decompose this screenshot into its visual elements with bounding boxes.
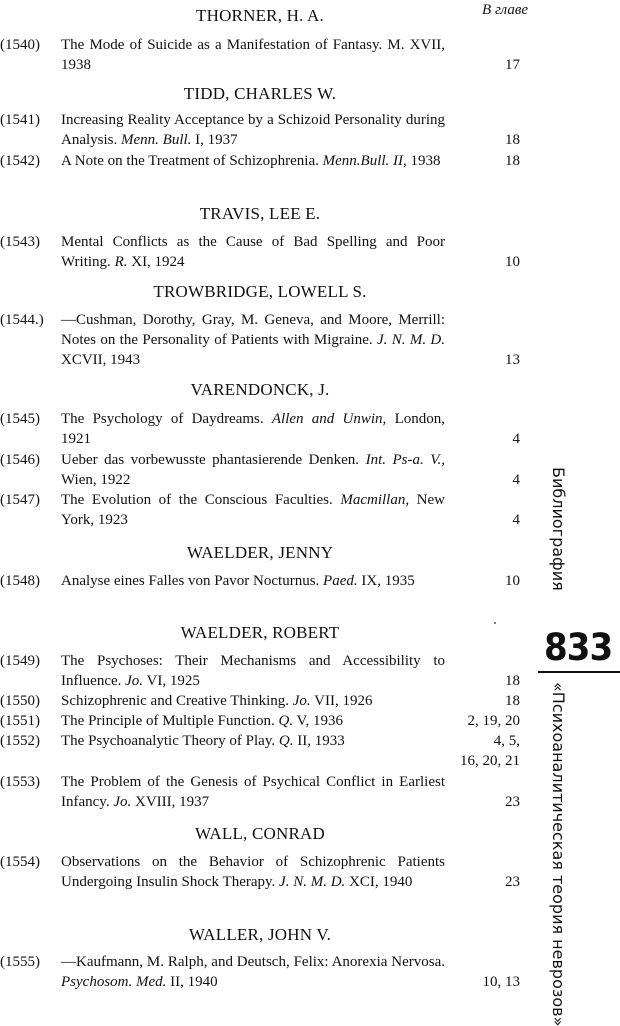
entry-pages: 13 <box>505 352 520 368</box>
bibliography-entry <box>0 952 520 992</box>
entry-text: —Cushman, Dorothy, Gray, M. Geneva, and Moore, Merrill: Notes on the Personality of Patients with Migraine. J. N. M. D. XCVII, 1943 <box>61 312 445 368</box>
author-heading: THORNER, H. A. <box>196 6 324 25</box>
entry-number: (1540) <box>0 37 40 53</box>
journal-title: Q. <box>278 733 294 749</box>
book-title-label: «Психоаналитическая теория неврозов» <box>549 682 568 1026</box>
journal-title: J. N. M. D. <box>376 332 445 348</box>
bibliography-entry <box>0 711 520 731</box>
chapter-column-header: В главе <box>482 2 528 18</box>
entry-pages: 23 <box>505 794 520 810</box>
author-heading: TROWBRIDGE, LOWELL S. <box>153 282 367 301</box>
bibliography-entry <box>0 450 520 490</box>
bibliography-entry <box>0 310 520 370</box>
entry-number: (1542) <box>0 153 40 169</box>
entry-text: The Evolution of the Conscious Faculties. Macmillan, New York, 1923 <box>61 492 446 528</box>
entry-text: Ueber das vorbewusste phantasierende Denken. Int. Ps-a. V., Wien, 1922 <box>61 452 446 488</box>
journal-title: Jo. <box>113 794 132 810</box>
entry-number: (1553) <box>0 774 40 790</box>
entry-pages: 4 <box>512 472 520 488</box>
entry-pages: 18 <box>505 132 520 148</box>
entry-pages: 2, 19, 20 <box>467 713 520 729</box>
entry-pages: 4 <box>512 431 520 447</box>
journal-title: Psychosom. Med. <box>61 974 167 990</box>
entry-text: A Note on the Treatment of Schizophrenia. Menn.Bull. II, 1938 <box>61 153 441 169</box>
entry-text: —Kaufmann, M. Ralph, and Deutsch, Felix: Anorexia Nervosa. Psychosom. Med. II, 1940 <box>61 954 445 990</box>
entry-number: (1549) <box>0 653 40 669</box>
journal-title: Jo. <box>125 673 144 689</box>
bibliography-entry <box>0 571 520 591</box>
entry-pages: 23 <box>505 874 520 890</box>
entry-number: (1543) <box>0 234 40 250</box>
entry-number: (1548) <box>0 573 40 589</box>
journal-title: Paed. <box>323 573 358 589</box>
author-heading: WAELDER, ROBERT <box>180 623 340 642</box>
journal-title: Allen and Unwin, <box>271 411 387 427</box>
entry-number: (1555) <box>0 954 40 970</box>
entry-number: (1541) <box>0 112 40 128</box>
entry-pages: 18 <box>505 153 520 169</box>
journal-title: Menn.Bull. II, <box>322 153 407 169</box>
entry-number: (1550) <box>0 693 40 709</box>
entry-pages: 4 <box>512 512 520 528</box>
author-heading: WAELDER, JENNY <box>186 543 334 562</box>
journal-title: Q. <box>278 713 294 729</box>
entry-text: Analyse eines Falles von Pavor Nocturnus. Paed. IX, 1935 <box>61 573 415 589</box>
entry-pages: 4, 5, <box>493 733 520 749</box>
author-heading: TIDD, CHARLES W. <box>183 84 337 103</box>
entry-number: (1552) <box>0 733 40 749</box>
page-number: 833 <box>544 626 613 669</box>
entry-number: (1547) <box>0 492 40 508</box>
entry-text: The Problem of the Genesis of Psychical Conflict in Earliest Infancy. Jo. XVIII, 1937 <box>61 774 445 810</box>
bibliography-entry <box>0 35 520 75</box>
entry-text: The Mode of Suicide as a Manifestation of Fantasy. M. XVII, 1938 <box>61 37 445 73</box>
journal-title: Jo. <box>292 693 311 709</box>
entry-pages: 18 <box>505 693 520 709</box>
journal-title: Macmillan, <box>340 492 410 508</box>
entry-text: The Psychoanalytic Theory of Play. Q. II, 1933 <box>61 733 345 749</box>
entry-number: (1554) <box>0 854 40 870</box>
bibliography-entry <box>0 151 520 171</box>
entry-pages: 10, 13 <box>482 974 520 990</box>
bibliography-entry <box>0 731 520 769</box>
author-heading: WALL, CONRAD <box>195 824 325 843</box>
entry-text: The Principle of Multiple Function. Q. V, 1936 <box>61 713 343 729</box>
entry-text: Observations on the Behavior of Schizophrenic Patients Undergoing Insulin Shock Therapy. J. N. M. D. XCI, 1940 <box>61 854 445 890</box>
bibliography-entry <box>0 691 520 711</box>
journal-title: R. <box>114 254 128 270</box>
author-heading: TRAVIS, LEE E. <box>199 204 321 223</box>
entry-text: The Psychoses: Their Mechanisms and Accessibility to Influence. Jo. VI, 1925 <box>61 653 445 689</box>
entry-number: (1544.) <box>0 312 44 328</box>
bibliography-entry <box>0 110 520 150</box>
journal-title: Menn. Bull. <box>121 132 192 148</box>
entry-pages: 17 <box>505 57 520 73</box>
section-label: Библиография <box>549 467 568 591</box>
entry-number: (1545) <box>0 411 40 427</box>
entry-pages: 10 <box>505 573 520 589</box>
journal-title: J. N. M. D. <box>279 874 346 890</box>
bibliography-entry <box>0 772 520 812</box>
entry-text: Mental Conflicts as the Cause of Bad Spelling and Poor Writing. R. XI, 1924 <box>61 234 445 270</box>
entry-text: Increasing Reality Acceptance by a Schizoid Personality during Analysis. Menn. Bull. I, 1937 <box>61 112 445 148</box>
entry-pages-continued: 16, 20, 21 <box>460 753 520 769</box>
bibliography-entry <box>0 651 520 691</box>
entry-number: (1551) <box>0 713 40 729</box>
entry-number: (1546) <box>0 452 40 468</box>
entry-pages: 18 <box>505 673 520 689</box>
bibliography-entry <box>0 232 520 272</box>
page-number-rule <box>538 671 620 673</box>
entry-pages: 10 <box>505 254 520 270</box>
bibliography-entry <box>0 490 520 530</box>
entry-text: The Psychology of Daydreams. Allen and Unwin, London, 1921 <box>61 411 445 447</box>
entry-text: Schizophrenic and Creative Thinking. Jo. VII, 1926 <box>61 693 373 709</box>
journal-title: Int. Ps-a. V., <box>365 452 446 468</box>
author-heading: WALLER, JOHN V. <box>188 925 332 944</box>
author-heading: VARENDONCK, J. <box>190 380 330 399</box>
bibliography-entry <box>0 852 520 892</box>
bibliography-entry <box>0 409 520 449</box>
